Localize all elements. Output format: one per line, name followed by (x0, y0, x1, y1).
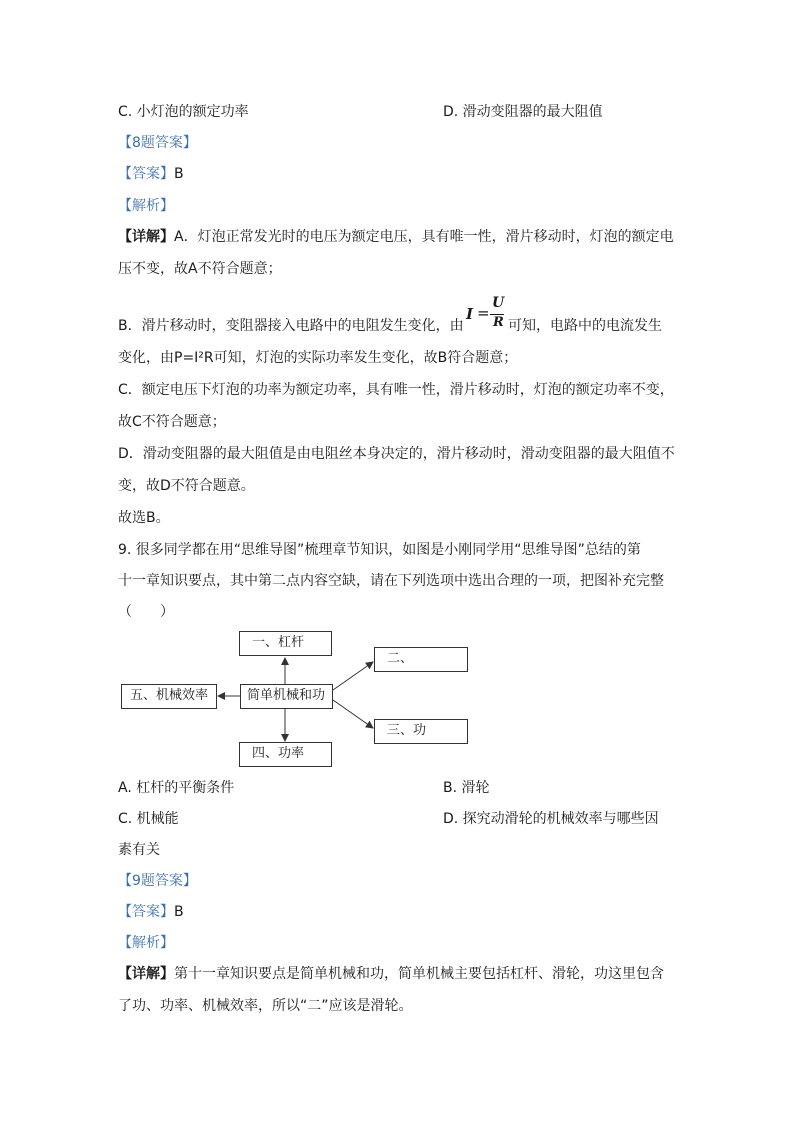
q9-answer-heading: 【9题答案】 (118, 873, 197, 889)
q9-detail-text: 第十一章知识要点是简单机械和功，简单机械主要包括杠杆、滑轮，功这里包含 (174, 966, 664, 982)
formula-voltage: U (492, 295, 505, 311)
q9-stem-line1: 9. 很多同学都在用“思维导图”梳理章节知识，如图是小刚同学用“思维导图”总结的第 (118, 542, 641, 558)
q8-answer-label: 【答案】 (118, 166, 174, 182)
q9-detail-line2: 了功、功率、机械效率，所以“二”应该是滑轮。 (118, 998, 413, 1014)
formula-current: I (466, 305, 474, 323)
q9-stem-line2: 十一章知识要点，其中第二点内容空缺，请在下列选项中选出合理的一项，把图补充完整 (118, 573, 664, 589)
q8-option-d: D. 滑动变阻器的最大阻值 (443, 104, 603, 120)
q9-detail-label: 【详解】 (118, 966, 174, 982)
q8-detail-a-text: A．灯泡正常发光时的电压为额定电压，具有唯一性，滑片移动时，灯泡的额定电 (174, 229, 674, 245)
q9-answer-row (118, 902, 184, 922)
q9-option-b: B. 滑轮 (443, 780, 490, 796)
q8-conclusion: 故选B。 (118, 510, 170, 526)
q8-detail-a-line2: 压不变，故A不符合题意； (118, 261, 282, 277)
mindmap-node-lower-right: 三、功 (374, 719, 468, 744)
q9-answer-label: 【答案】 (118, 904, 174, 920)
q9-option-a: A. 杠杆的平衡条件 (118, 780, 235, 796)
mindmap-node-bottom: 四、功率 (239, 742, 332, 767)
arrow-to-lower-right (333, 700, 373, 728)
q8-answer-value: B (174, 166, 184, 182)
q9-option-c: C. 机械能 (118, 811, 179, 827)
mindmap-node-top: 一、杠杆 (239, 631, 332, 656)
mindmap-node-center: 简单机械和功 (240, 684, 333, 709)
q8-detail-b-line1-pre: B．滑片移动时，变阻器接入电路中的电阻发生变化，由 (118, 318, 464, 334)
q9-detail-line1 (118, 964, 664, 984)
q9-analysis-label: 【解析】 (118, 935, 174, 951)
q8-detail-b-line1-post: 可知，电路中的电流发生 (508, 318, 662, 334)
mindmap-node-upper-right: 二、 (374, 647, 468, 672)
formula-equals: = (477, 304, 490, 322)
formula-resistance: R (493, 315, 504, 330)
q8-analysis-label: 【解析】 (118, 198, 174, 214)
q8-option-c: C. 小灯泡的额定功率 (118, 104, 249, 120)
q9-answer-value: B (174, 904, 184, 920)
q8-detail-a-line1 (118, 227, 674, 247)
q8-detail-c-line1: C．额定电压下灯泡的功率为额定功率，具有唯一性，滑片移动时，灯泡的额定功率不变， (118, 382, 674, 398)
q9-option-d-line2: 素有关 (118, 842, 160, 858)
mindmap-node-left: 五、机械效率 (121, 684, 217, 709)
q8-detail-label: 【详解】 (118, 229, 174, 245)
q8-detail-d-line2: 变，故D不符合题意。 (118, 478, 255, 494)
arrow-to-upper-right (333, 662, 373, 690)
q8-detail-c-line2: 故C不符合题意； (118, 414, 226, 430)
q8-detail-d-line1: D．滑动变阻器的最大阻值是由电阻丝本身决定的，滑片移动时，滑动变阻器的最大阻值不 (118, 446, 675, 462)
q8-detail-b-line2: 变化，由P=I²R可知，灯泡的实际功率发生变化，故B符合题意； (118, 350, 518, 366)
q8-answer-row (118, 164, 184, 184)
ohm-law-formula (466, 295, 506, 331)
q8-answer-heading: 【8题答案】 (118, 135, 197, 151)
q9-stem-line3: （ ） (118, 604, 174, 620)
q9-option-d-line1: D. 探究动滑轮的机械效率与哪些因 (443, 811, 659, 827)
